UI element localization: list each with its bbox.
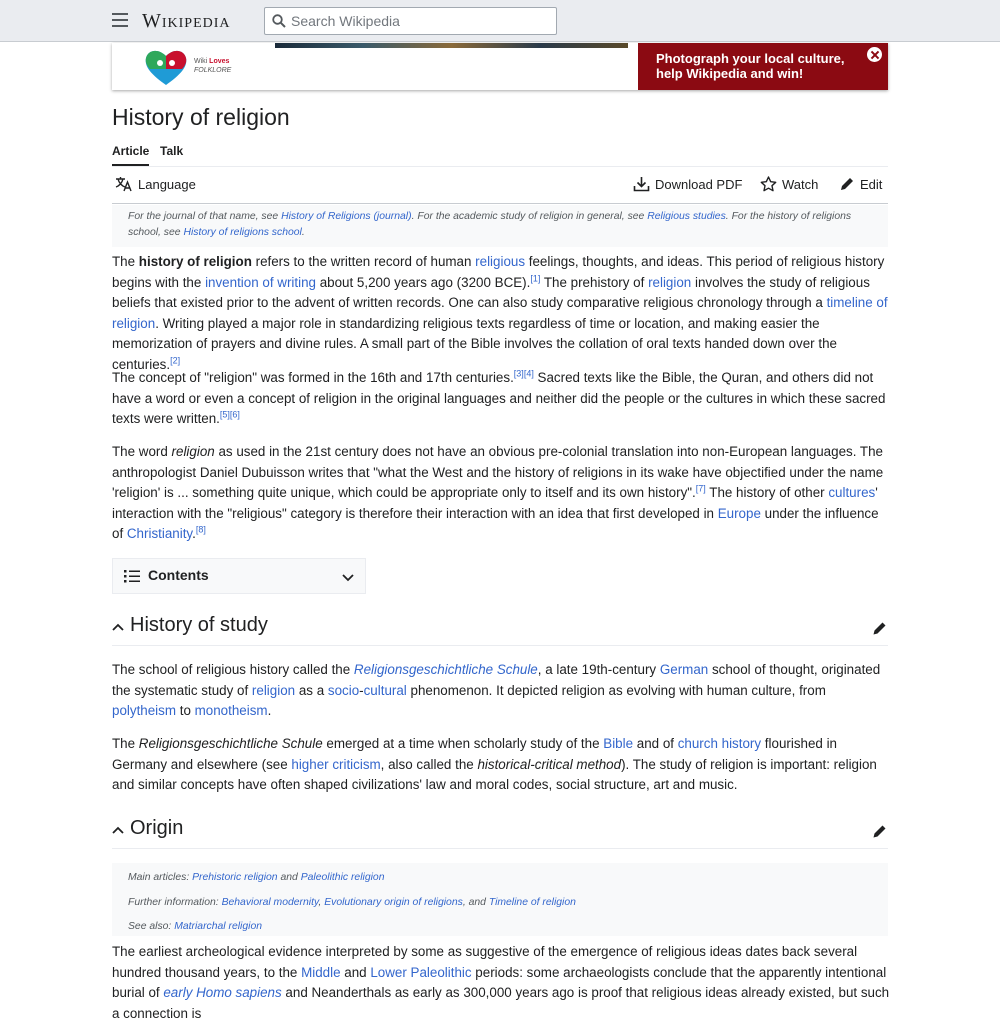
link-religion[interactable]: religion [648, 274, 692, 290]
section-heading-history-of-study[interactable] [112, 610, 888, 646]
text: . Writing played a major role in standardizing religious texts regardless of time or location, and making easier the memorization of prayers and divine rules. A small part of the Bible involves the collation of oral texts handed down over the centuries. [112, 315, 837, 372]
banner-logo-folklore: FOLKLORE [194, 67, 232, 74]
text: to [176, 703, 195, 718]
search-input[interactable] [291, 12, 551, 30]
toc-label: Contents [148, 567, 209, 583]
star-icon [760, 176, 777, 192]
italic-term: religion [171, 444, 215, 459]
translate-icon [115, 176, 133, 192]
language-button[interactable] [115, 176, 196, 192]
page-title: History of religion [112, 104, 290, 130]
text: involves the study of religious beliefs that existed prior to the advent of written records. One can also study comparative religious chronology through a [112, 274, 870, 310]
text: Main articles: [128, 872, 193, 883]
citation-8[interactable]: [8] [195, 524, 206, 535]
hatnote-link-religious-studies[interactable]: Religious studies [647, 211, 726, 222]
list-icon [124, 570, 140, 583]
citation-3[interactable]: [3] [513, 368, 524, 379]
text: The school of religious history called the [112, 662, 354, 677]
section-heading-origin[interactable] [112, 813, 888, 849]
text: phenomenon. It depicted religion as evolving with human culture, from [406, 682, 826, 698]
main-articles-note [128, 866, 872, 891]
edit-label: Edit [860, 176, 883, 192]
link-early-homo-sapiens[interactable]: early Homo sapiens [163, 985, 282, 1000]
hatnote-text: For the journal of that name, see [128, 211, 282, 222]
text: feelings, thoughts, and ideas. This period of religious history begins with the [112, 254, 885, 290]
link-higher-criticism[interactable]: higher criticism [291, 756, 381, 772]
text: and [277, 872, 301, 883]
link-religionsgeschichtliche-schule[interactable]: Religionsgeschichtliche Schule [353, 662, 538, 677]
namespace-tabs [112, 140, 888, 167]
text: The [112, 736, 139, 751]
link-polytheism[interactable]: polytheism [112, 703, 177, 718]
link-german[interactable]: German [659, 662, 709, 677]
text: under the influence of [112, 505, 879, 541]
hatnote-text: . [301, 227, 305, 238]
link-paleolithic-religion[interactable]: Paleolithic religion [300, 872, 385, 883]
link-europe[interactable]: Europe [717, 505, 761, 521]
close-icon[interactable] [867, 47, 882, 62]
text: , [318, 896, 325, 908]
text: ). The study of religion is important: religion and similar concepts have often shaped civilizations' law and moral codes, social structure, art and music. [112, 756, 877, 792]
text: and of [633, 736, 678, 751]
text: as a [295, 682, 328, 698]
text: ' interaction with the "religious" category is therefore their interaction with an idea that first developed in [112, 485, 878, 521]
link-timeline-of-religion[interactable]: timeline of religion [112, 295, 888, 331]
banner-photo [275, 43, 628, 48]
citation-2[interactable]: [2] [170, 355, 181, 366]
link-church-history[interactable]: church history [677, 736, 762, 751]
watch-button[interactable] [760, 176, 818, 192]
download-pdf-button[interactable] [633, 176, 742, 192]
banner-message[interactable] [638, 43, 888, 90]
text: The history of other [705, 485, 829, 500]
bold-term: history of religion [138, 254, 252, 269]
banner-logo-text [194, 57, 231, 75]
text: The concept of "religion" was formed in the 16th and 17th centuries. [112, 370, 514, 385]
text: emerged at a time when scholarly study of the [322, 736, 604, 751]
banner-logo-loves: Loves [209, 58, 230, 65]
link-christianity[interactable]: Christianity [126, 526, 193, 541]
main-menu-icon[interactable] [112, 13, 128, 27]
study-paragraph-1 [112, 660, 892, 722]
link-evolutionary-origin[interactable]: Evolutionary origin of religions [324, 896, 463, 908]
text: and [340, 964, 371, 980]
wiki-loves-folklore-logo [142, 47, 190, 87]
pencil-icon [839, 176, 855, 192]
hatnote-link-journal[interactable]: History of Religions (journal) [281, 211, 412, 222]
text: flourished in Germany and elsewhere (see [112, 736, 838, 772]
italic-term: Religionsgeschichtliche Schule [138, 736, 323, 751]
text: - [359, 682, 364, 698]
link-monotheism[interactable]: monotheism [194, 703, 268, 718]
citation-7[interactable]: [7] [695, 483, 706, 494]
site-header [0, 0, 1000, 42]
text: The prehistory of [540, 274, 649, 290]
campaign-banner[interactable] [112, 43, 888, 90]
link-religious[interactable]: religious [475, 254, 526, 269]
link-timeline-of-religion[interactable]: Timeline of religion [488, 896, 576, 908]
further-information-note [128, 891, 872, 916]
related-articles-box [112, 863, 888, 936]
section-title: History of study [130, 614, 268, 636]
table-of-contents-toggle[interactable] [112, 558, 366, 594]
pencil-icon[interactable] [872, 823, 888, 839]
citation-4[interactable]: [4] [523, 368, 534, 379]
page-toolbar [112, 166, 888, 204]
text: The earliest archeological evidence interpreted by some as suggestive of the emergence of religious ideas dates back several hundred thousand years, to the [112, 944, 858, 980]
text: , a late 19th-century [537, 662, 660, 677]
citation-5[interactable]: [5] [219, 409, 230, 420]
intro-paragraph-2 [112, 368, 892, 430]
text: as used in the 21st century does not have an obvious pre-colonial translation into non-European languages. The anthropologist Daniel Dubuisson writes that "what the West and the history of religions in its wake have objectified under the name 'religion' is ... something quite unique, which could be appropriate only to itself and its own history". [112, 444, 884, 500]
study-paragraph-2 [112, 734, 892, 796]
text: and Neanderthals as early as 300,000 years ago is proof that religious ideas already existed, but such a connection is [112, 985, 890, 1021]
link-socio[interactable]: socio [327, 682, 360, 698]
link-cultures[interactable]: cultures [828, 485, 876, 500]
section-title: Origin [130, 817, 184, 839]
text: , also called the [380, 756, 478, 772]
text: Further information: [128, 896, 222, 908]
chevron-down-icon [342, 574, 354, 582]
banner-logo-wiki: Wiki [194, 58, 208, 65]
text: refers to the written record of human [251, 254, 476, 269]
text: periods: some archaeologists conclude that the apparently intentional burial of [112, 964, 887, 1000]
link-bible[interactable]: Bible [603, 736, 634, 751]
text: The word [112, 444, 172, 459]
text: school of thought, originated the systematic study of [112, 662, 881, 698]
text: about 5,200 years ago (3200 BCE). [315, 274, 531, 290]
text: See also: [128, 921, 175, 932]
citation-1[interactable]: [1] [530, 273, 541, 284]
watch-label: Watch [782, 176, 819, 192]
pencil-icon[interactable] [872, 620, 888, 636]
link-cultural[interactable]: cultural [363, 682, 407, 698]
text: . [192, 526, 196, 541]
text: The [112, 254, 139, 269]
download-pdf-label: Download PDF [655, 176, 743, 192]
link-prehistoric-religion[interactable]: Prehistoric religion [192, 872, 278, 883]
link-behavioral-modernity[interactable]: Behavioral modernity [221, 896, 319, 908]
chevron-up-icon [112, 826, 124, 834]
text: Sacred texts like the Bible, the Quran, and others did not have a word or even a concept of religion in the original languages and neither did the people or the cultures in which these sacred texts were written. [112, 370, 886, 426]
tab-article[interactable]: Article [112, 144, 149, 166]
link-religion[interactable]: religion [251, 682, 296, 698]
see-also-note [128, 915, 872, 940]
hatnote [112, 205, 888, 247]
origin-paragraph-1 [112, 942, 892, 1024]
intro-paragraph-1 [112, 252, 892, 375]
tab-talk[interactable]: Talk [160, 144, 184, 158]
search-box[interactable] [264, 7, 557, 35]
edit-button[interactable] [839, 176, 882, 192]
link-matriarchal-religion[interactable]: Matriarchal religion [174, 921, 262, 932]
download-icon [633, 176, 650, 192]
search-icon [272, 14, 286, 28]
text: , and [462, 896, 489, 908]
hatnote-text: . For the history of religions school, see [128, 211, 852, 238]
hatnote-link-school[interactable]: History of religions school [183, 227, 302, 238]
language-label: Language [138, 176, 196, 192]
banner-message-line2: help Wikipedia and win! [656, 66, 804, 81]
chevron-up-icon [112, 623, 124, 631]
text: . [267, 703, 272, 718]
citation-6[interactable]: [6] [229, 409, 240, 420]
wikipedia-logo[interactable]: Wikipedia [142, 10, 231, 32]
link-invention-of-writing[interactable]: invention of writing [205, 274, 316, 290]
hatnote-text: . For the academic study of religion in general, see [411, 211, 648, 222]
link-lower-paleolithic[interactable]: Lower Paleolithic [370, 964, 472, 980]
banner-message-line1: Photograph your local culture, [656, 51, 845, 66]
link-middle[interactable]: Middle [301, 964, 341, 980]
italic-term: historical-critical method [477, 756, 622, 772]
intro-paragraph-3 [112, 442, 892, 545]
